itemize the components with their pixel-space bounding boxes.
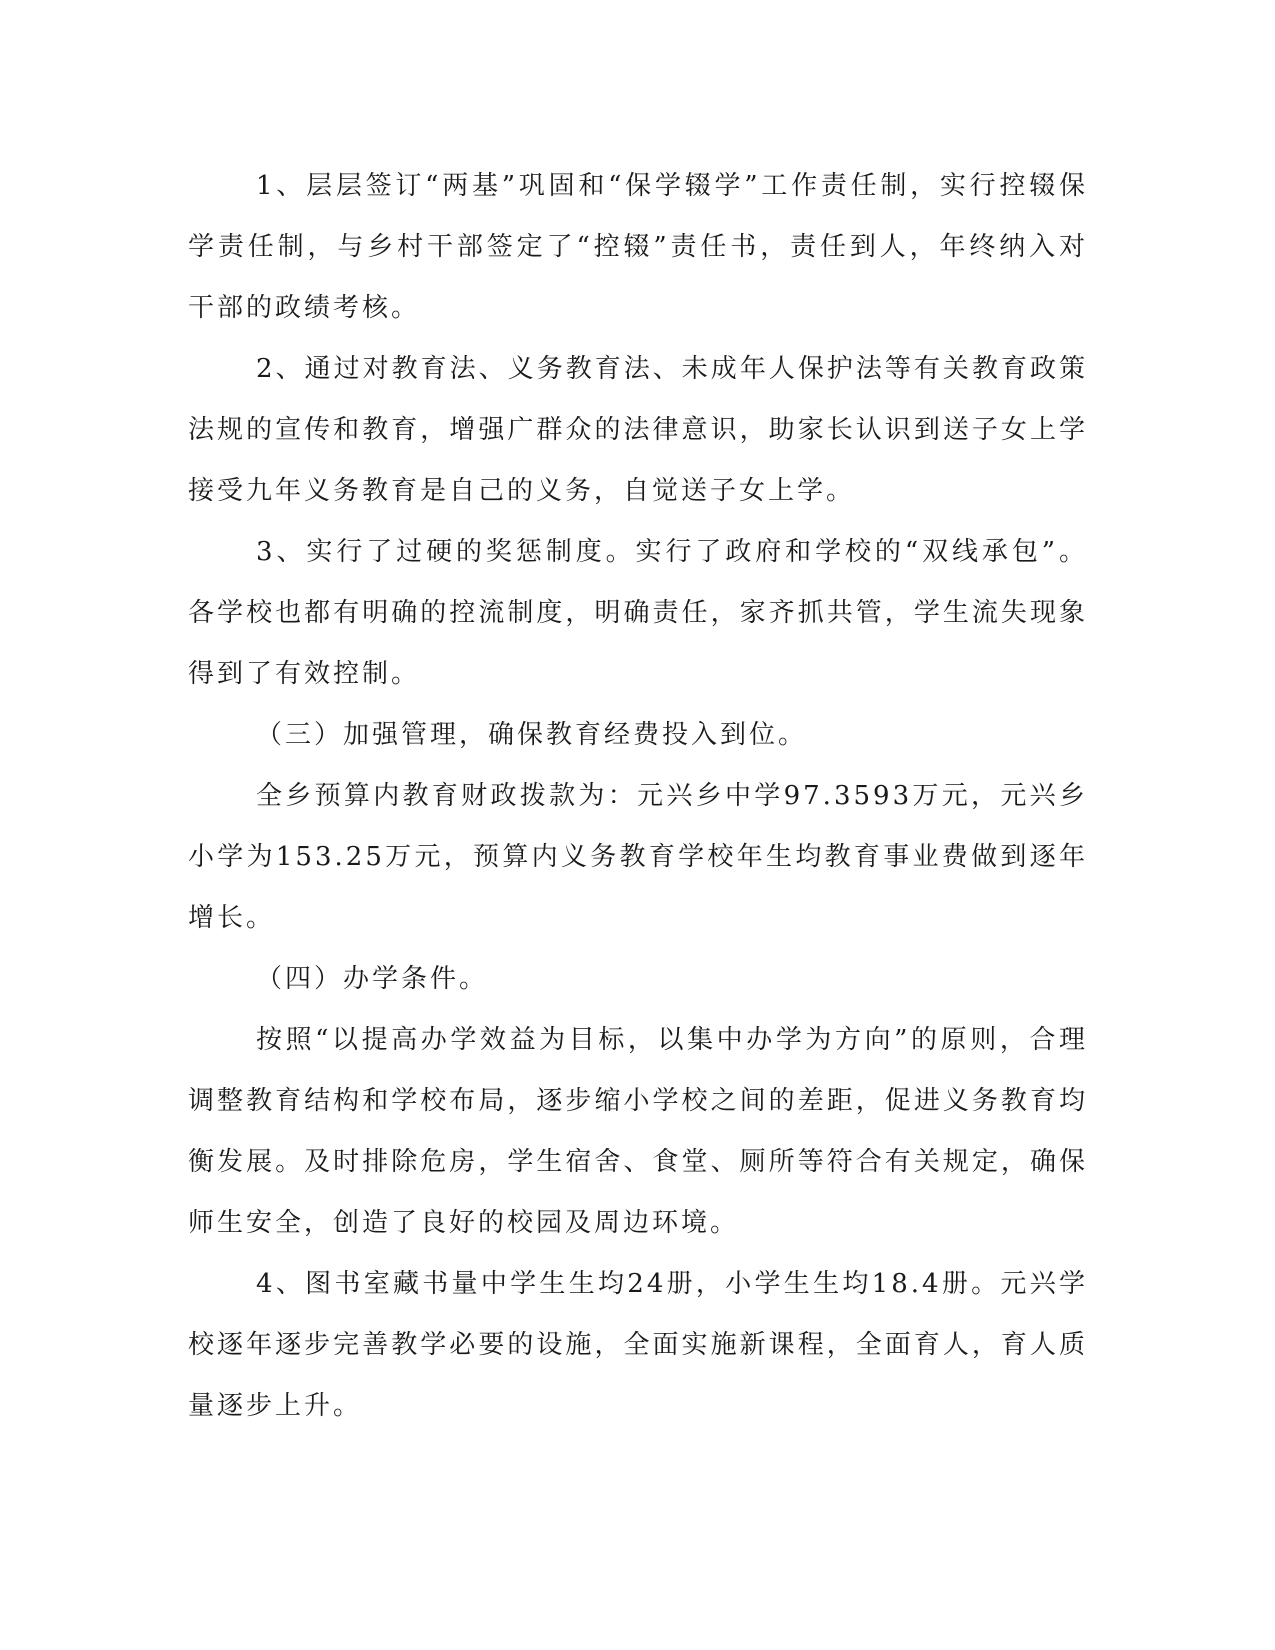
section-heading-school-conditions: （四）办学条件。 bbox=[256, 964, 489, 994]
section-heading-funding: （三）加强管理，确保教育经费投入到位。 bbox=[256, 720, 808, 750]
paragraph-school-layout: 按照“以提高办学效益为目标，以集中办学为方向”的原则，合理调整教育结构和学校布局，逐步缩小学校之间的差距，促进义务教育均衡发展。及时排除危房，学生宿舍、食堂、厕所等符合有关规定，确保师生安全，创造了良好的校园及周边环境。 bbox=[188, 1025, 1088, 1238]
paragraph-library-books: 4、图书室藏书量中学生生均24册，小学生生均18.4册。元兴学校逐年逐步完善教学必要的设施，全面实施新课程，全面育人，育人质量逐步上升。 bbox=[188, 1269, 1088, 1421]
paragraph-law-publicity: 2、通过对教育法、义务教育法、未成年人保护法等有关教育政策法规的宣传和教育，增强广群众的法律意识，助家长认识到送子女上学接受九年义务教育是自己的义务，自觉送子女上学。 bbox=[188, 354, 1088, 506]
paragraph-budget-allocation: 全乡预算内教育财政拨款为：元兴乡中学97.3593万元，元兴乡小学为153.25万元，预算内义务教育学校年生均教育事业费做到逐年增长。 bbox=[188, 781, 1088, 933]
paragraph-reward-punishment: 3、实行了过硬的奖惩制度。实行了政府和学校的“双线承包”。各学校也都有明确的控流制度，明确责任，家齐抓共管，学生流失现象得到了有效控制。 bbox=[188, 537, 1088, 689]
paragraph-responsibility-system: 1、层层签订“两基”巩固和“保学辍学”工作责任制，实行控辍保学责任制，与乡村干部签定了“控辍”责任书，责任到人，年终纳入对干部的政绩考核。 bbox=[188, 171, 1088, 323]
document-body bbox=[188, 156, 1088, 1437]
